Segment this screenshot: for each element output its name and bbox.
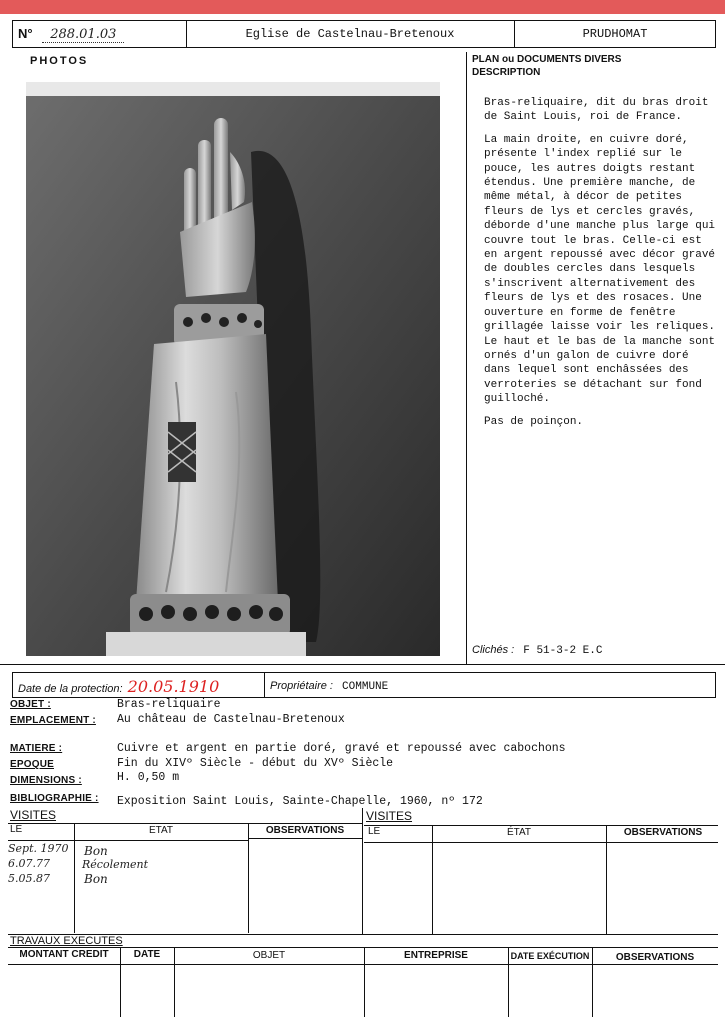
visites-left-col-le: LE <box>10 824 23 835</box>
matiere-label: MATIERE : <box>10 743 63 754</box>
visites-left-col-etat: ETAT <box>148 825 174 836</box>
objet-value: Bras-reliquaire <box>117 698 221 711</box>
travaux-col-date-exec: DATE EXÉCUTION <box>510 951 590 961</box>
travaux-col-entreprise: ENTREPRISE <box>404 950 468 961</box>
matiere-value: Cuivre et argent en partie doré, gravé et repoussé avec cabochons <box>117 742 566 755</box>
epoque-value: Fin du XIVº Siècle - début du XVº Siècle <box>117 757 394 770</box>
visites-right-col-etat: ÉTAT <box>506 827 532 838</box>
travaux-col-obs: OBSERVATIONS <box>615 952 695 963</box>
visites-right-title: VISITES <box>366 809 413 823</box>
description-paragraph: Bras-reliquaire, dit du bras droit de Saint Louis, roi de France. <box>484 97 709 124</box>
photo-svg <box>26 82 440 656</box>
visit-row-date: 5.05.87 <box>8 872 50 885</box>
inventory-number: N° 288.01.03 <box>18 26 124 42</box>
travaux-col-date: DATE <box>133 949 161 960</box>
visites-left-title: VISITES <box>10 808 57 822</box>
top-color-bar <box>0 0 725 14</box>
epoque-label: EPOQUE <box>10 759 54 770</box>
travaux-col-objet: OBJET <box>252 950 286 961</box>
bibliographie-value: Exposition Saint Louis, Sainte-Chapelle, 1960, nº 172 <box>117 795 483 808</box>
emplacement-value: Au château de Castelnau-Bretenoux <box>117 713 345 726</box>
travaux-col-montant: MONTANT CREDIT <box>19 949 109 960</box>
description-text <box>484 96 720 437</box>
dimensions-label: DIMENSIONS : <box>10 775 82 786</box>
owner: Propriétaire : COMMUNE <box>270 680 389 693</box>
description-paragraph: Pas de poinçon. <box>484 415 584 428</box>
visit-row-state: Bon <box>84 844 108 858</box>
visit-row-date: 6.07.77 <box>8 857 50 870</box>
objet-label: OBJET : <box>10 699 51 710</box>
visit-row-state: Récolement <box>82 858 149 871</box>
visites-left-col-obs: OBSERVATIONS <box>265 825 345 836</box>
documents-title: PLAN ou DOCUMENTS DIVERS DESCRIPTION <box>472 54 622 78</box>
visites-right-col-le: LE <box>368 826 381 837</box>
bibliographie-label: BIBLIOGRAPHIE : <box>10 793 99 804</box>
emplacement-label: EMPLACEMENT : <box>10 715 96 726</box>
travaux-title: TRAVAUX EXECUTES <box>10 935 123 947</box>
protection-date-value: 20.05.1910 <box>127 677 220 696</box>
protection-date: Date de la protection: 20.05.1910 <box>18 677 220 696</box>
photos-title: PHOTOS <box>30 55 89 67</box>
visit-row-state: Bon <box>84 872 108 886</box>
visit-row-date: Sept. 1970 <box>8 842 69 855</box>
cliches: Clichés : F 51-3-2 E.C <box>472 644 603 657</box>
reliquary-arm-photo <box>26 82 440 656</box>
inventory-number-value: 288.01.03 <box>42 27 124 43</box>
church-name: Eglise de Castelnau-Bretenoux <box>245 27 455 41</box>
commune-name: PRUDHOMAT <box>582 27 648 41</box>
description-paragraph: La main droite, en cuivre doré, présente l'index replié sur le pouce, les autres doigts restant étendus. Une première manche, de même métal, à décor de petites fleurs de lys et cercles gravés, déborde d'une manche plus large qui couvre tout le bras. Celle-ci est en argent repoussé avec décor gravé de doubles cercles dans lesquels s'inscrivent alternativement des fleurs de lys et des rosaces. Une ouverture en forme de fenêtre grillagée laisse voir les reliques. Le haut et le bas de la manche sont ornés d'un galon de cuivre doré dans lequel sont enchâssées des verroteries se détachant sur fond guilloché. <box>484 133 716 406</box>
dimensions-value: H. 0,50 m <box>117 771 180 784</box>
visites-right-col-obs: OBSERVATIONS <box>623 827 703 838</box>
